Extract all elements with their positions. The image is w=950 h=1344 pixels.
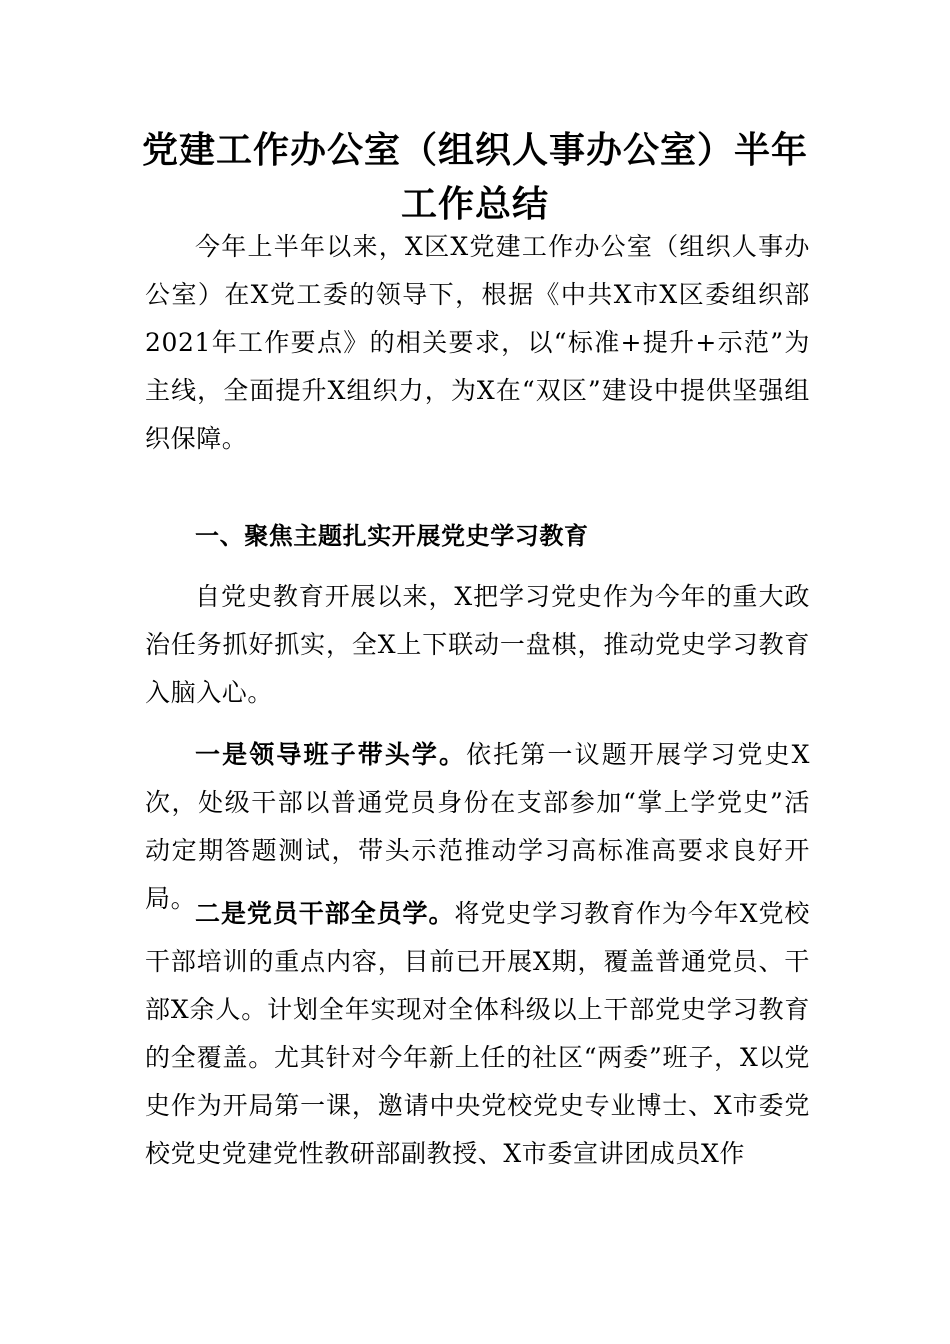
- section-heading-1: 一、聚焦主题扎实开展党史学习教育: [195, 522, 589, 550]
- item-1-text: 依托第一议题开展学习党史X次，处级干部以普通党员身份在支部参加“掌上学党史”活动定期答题测试，带头示范推动学习高标准高要求良好开局。: [145, 740, 810, 913]
- item-1-lead: 一是领导班子带头学。: [195, 740, 467, 769]
- item-2-lead: 二是党员干部全员学。: [195, 899, 455, 928]
- section-1-paragraph: 自党史教育开展以来，X把学习党史作为今年的重大政治任务抓好抓实，全X上下联动一盘棋，推动党史学习教育入脑入心。: [145, 582, 810, 707]
- intro-paragraph: 今年上半年以来，X区X党建工作办公室（组织人事办公室）在X党工委的领导下，根据《中共X市X区委组织部2021年工作要点》的相关要求，以“标准+提升+示范”为主线，全面提升X组织力，为X在“双区”建设中提供坚强组织保障。: [145, 232, 810, 453]
- document-title-line-1: 党建工作办公室（组织人事办公室）半年: [141, 129, 808, 171]
- document-title-line-2: 工作总结: [400, 183, 549, 225]
- item-2-text: 将党史学习教育作为今年X党校干部培训的重点内容，目前已开展X期，覆盖普通党员、干部X余人。计划全年实现对全体科级以上干部党史学习教育的全覆盖。尤其针对今年新上任的社区“两委”班子，X以党史作为开局第一课，邀请中央党校党史专业博士、X市委党校党史党建党性教研部副教授、X市委宣讲团成员X作: [145, 899, 810, 1168]
- item-2-paragraph: [145, 890, 810, 1178]
